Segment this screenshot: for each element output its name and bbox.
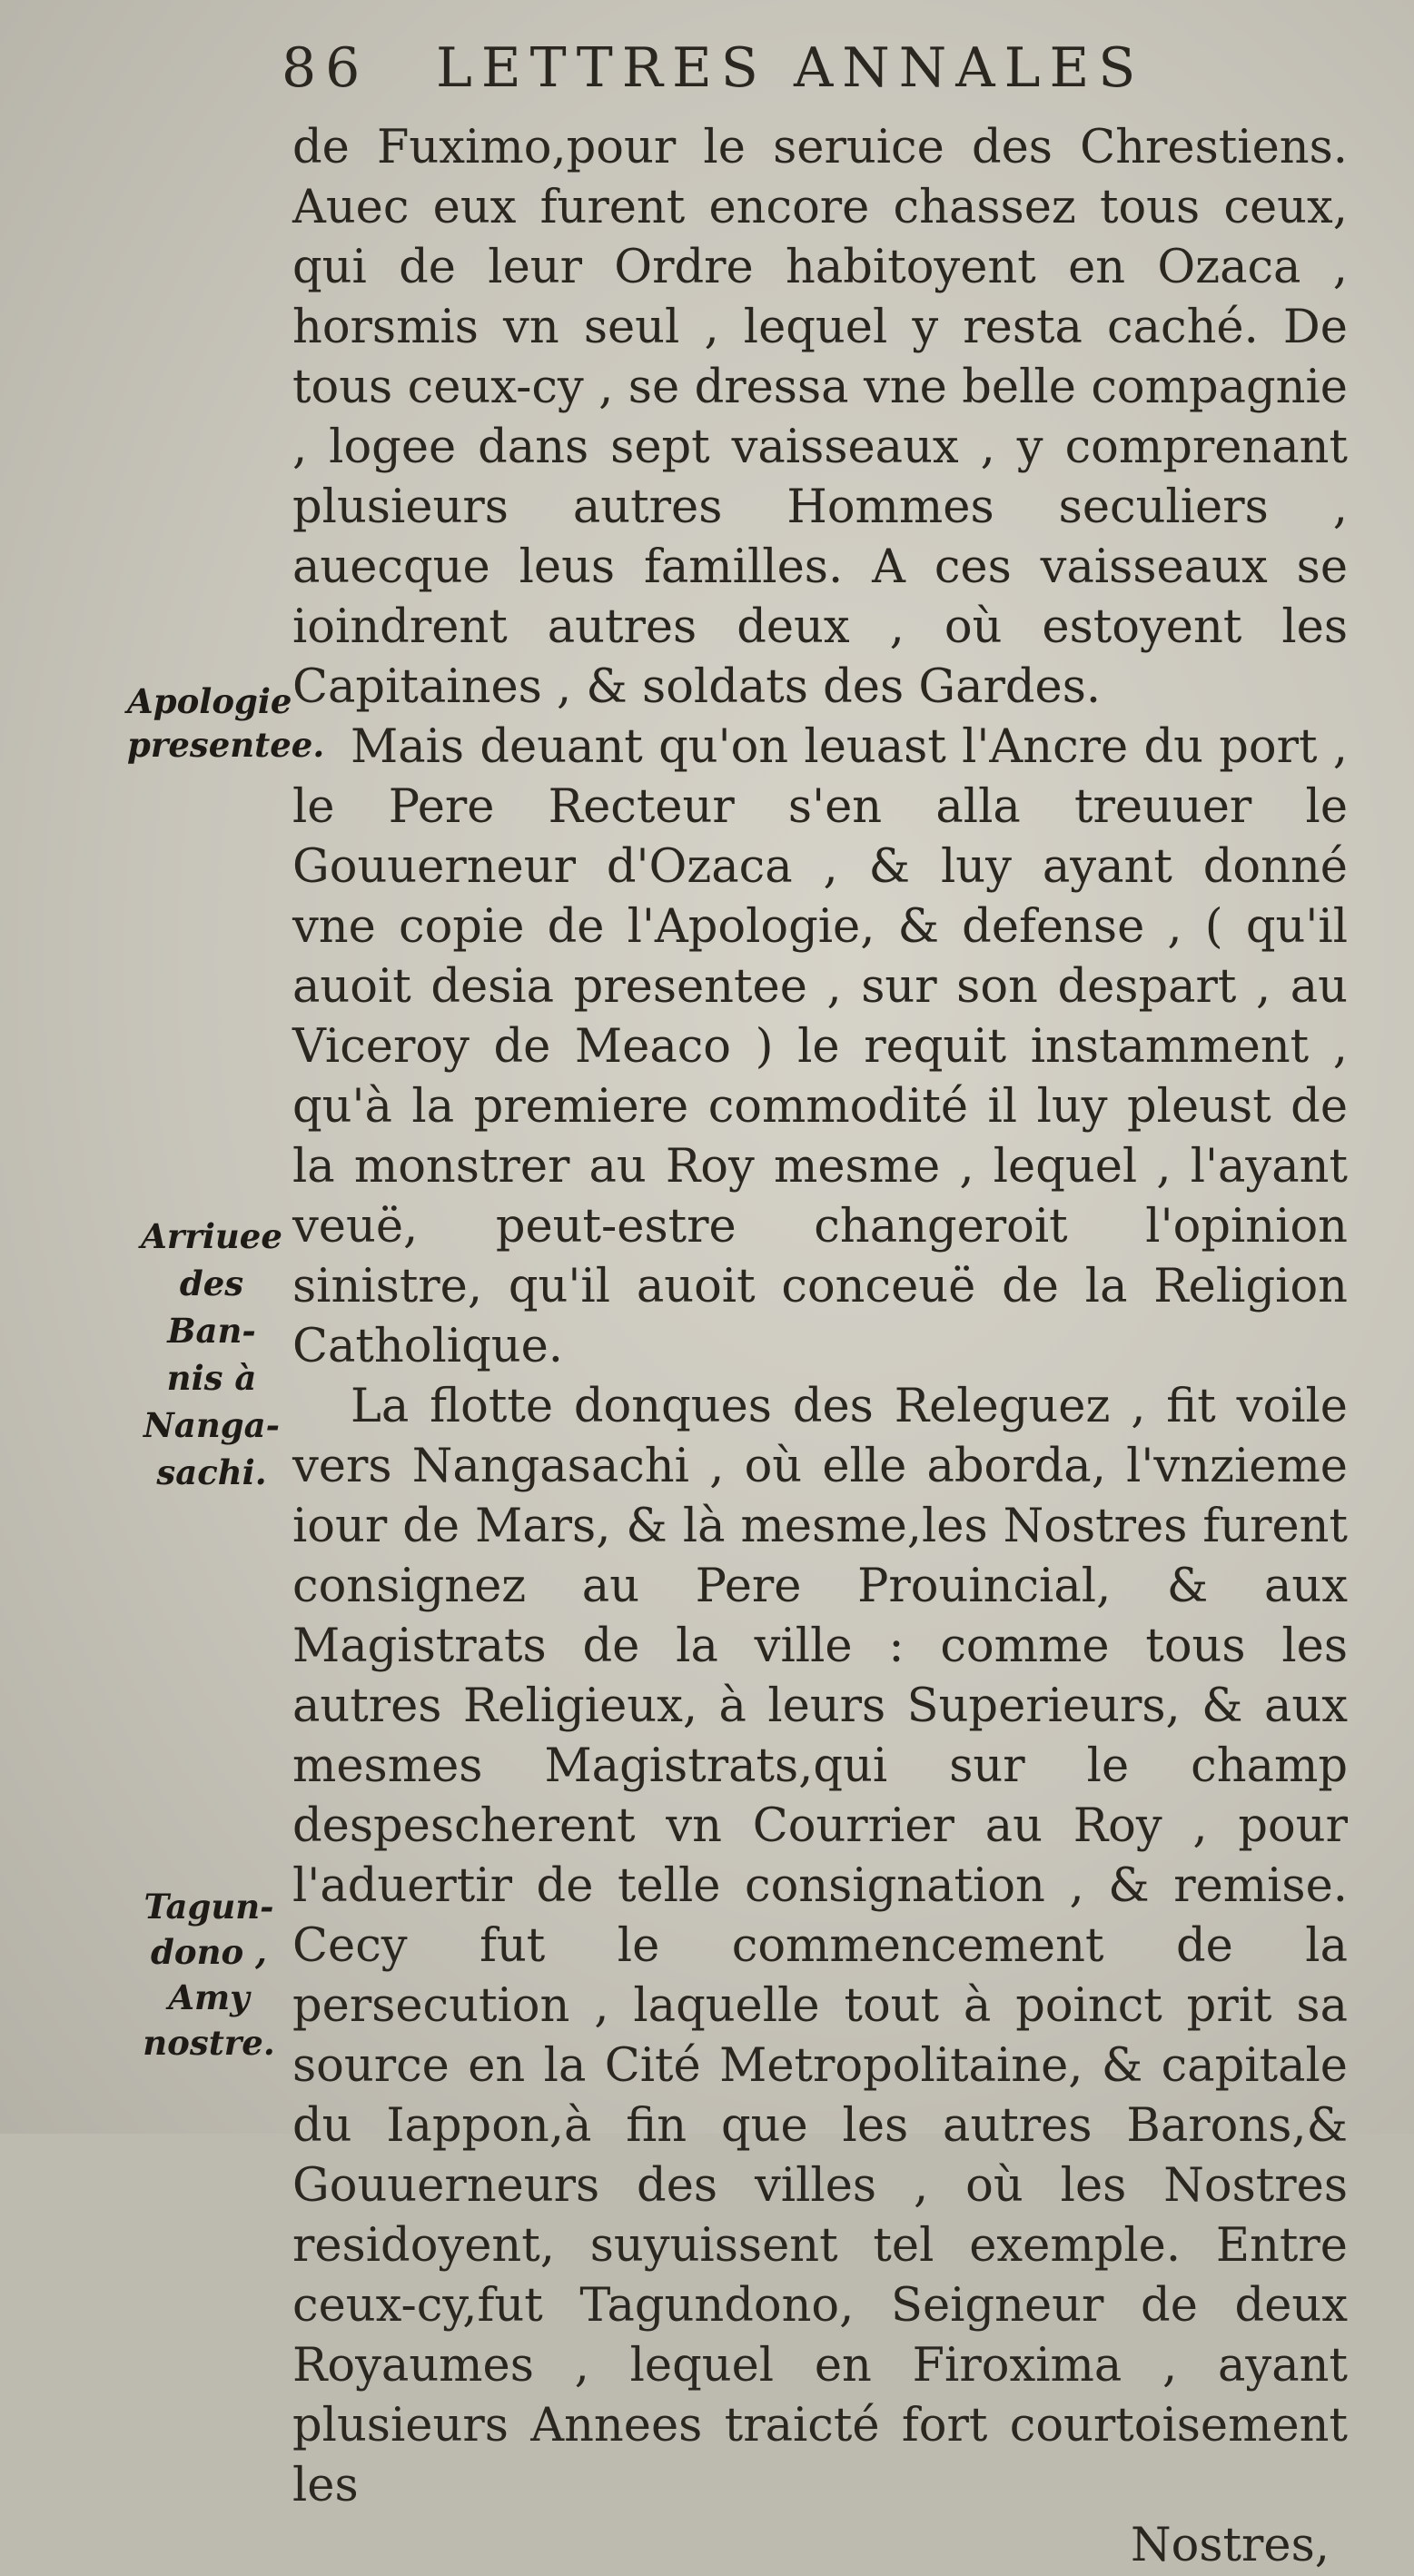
paragraph-2: Mais deuant qu'on leuast l'Ancre du port , le Pere Recteur s'en alla treuuer le Gouuerneur d'Ozaca , & luy ayant donné vne copie de l'Apologie, & defense , ( qu'il auoit desia presentee , sur son despart , au Viceroy de Meaco ) le requit instamment , qu'à la premiere commodité il luy pleust de la monstrer au Roy mesme , lequel , l'ayant veuë, peut-estre changeroit l'opinion sinistre, qu'il auoit conceuë de la Religion Catholique. — [292, 720, 1348, 1373]
margin-note-line: sachi. — [156, 1452, 267, 1492]
margin-note-tagundono — [141, 1884, 277, 2066]
running-header — [282, 36, 1190, 118]
margin-note-line: Apologie — [127, 681, 292, 721]
body-text — [292, 118, 1348, 2576]
paragraph-1: de Fuximo,pour le seruice des Chrestiens. Auec eux furent encore chassez tous ceux, qui de leur Ordre habitoyent en Ozaca , horsmis vn seul , lequel y resta caché. De tous ceux-cy , se dressa vne belle compagnie , logee dans sept vaisseaux , y comprenant plusieurs autres Hommes seculiers , auecque leus familles. A ces vaisseaux se ioindrent autres deux , où estoyent les Capitaines , & soldats des Gardes. — [292, 121, 1348, 714]
margin-note-line: Tagun- — [143, 1887, 274, 1927]
margin-note-line: dono , — [151, 1932, 267, 1972]
margin-note-line: nostre. — [143, 2023, 275, 2063]
margin-note-line: des Ban- — [167, 1263, 256, 1351]
margin-note-line: nis à — [166, 1358, 257, 1398]
catchword: Nostres, — [1131, 2519, 1330, 2572]
paragraph-3: La flotte donques des Releguez , fit voile vers Nangasachi , où elle aborda, l'vnzieme iour de Mars, & là mesme,les Nostres furent consignez au Pere Prouincial, & aux Magistrats de la ville : comme tous les autres Religieux, à leurs Superieurs, & aux mesmes Magistrats,qui sur le champ despescherent vn Courrier au Roy , pour l'aduertir de telle consignation , & remise. Cecy fut le commencement de la persecution , laquelle tout à poinct prit sa source en la Cité Metropolitaine, & capitale du Iappon,à fin que les autres Barons,& Gouuerneurs des villes , où les Nostres residoyent, suyuissent tel exemple. Entre ceux-cy,fut Tagundono, Seigneur de deux Royaumes , lequel en Firoxima , ayant plusieurs Annees traicté fort courtoisement les — [292, 1380, 1348, 2512]
margin-note-line: Nanga- — [143, 1405, 280, 1445]
margin-note-arriuee — [134, 1213, 289, 1496]
page-number: 86 — [282, 36, 370, 100]
margin-note-apologie — [127, 679, 325, 767]
margin-note-line: presentee. — [127, 725, 325, 765]
margin-note-line: Arriuee — [141, 1216, 282, 1256]
running-title: LETTRES ANNALES — [436, 36, 1145, 100]
margin-note-line: Amy — [168, 1977, 250, 2017]
